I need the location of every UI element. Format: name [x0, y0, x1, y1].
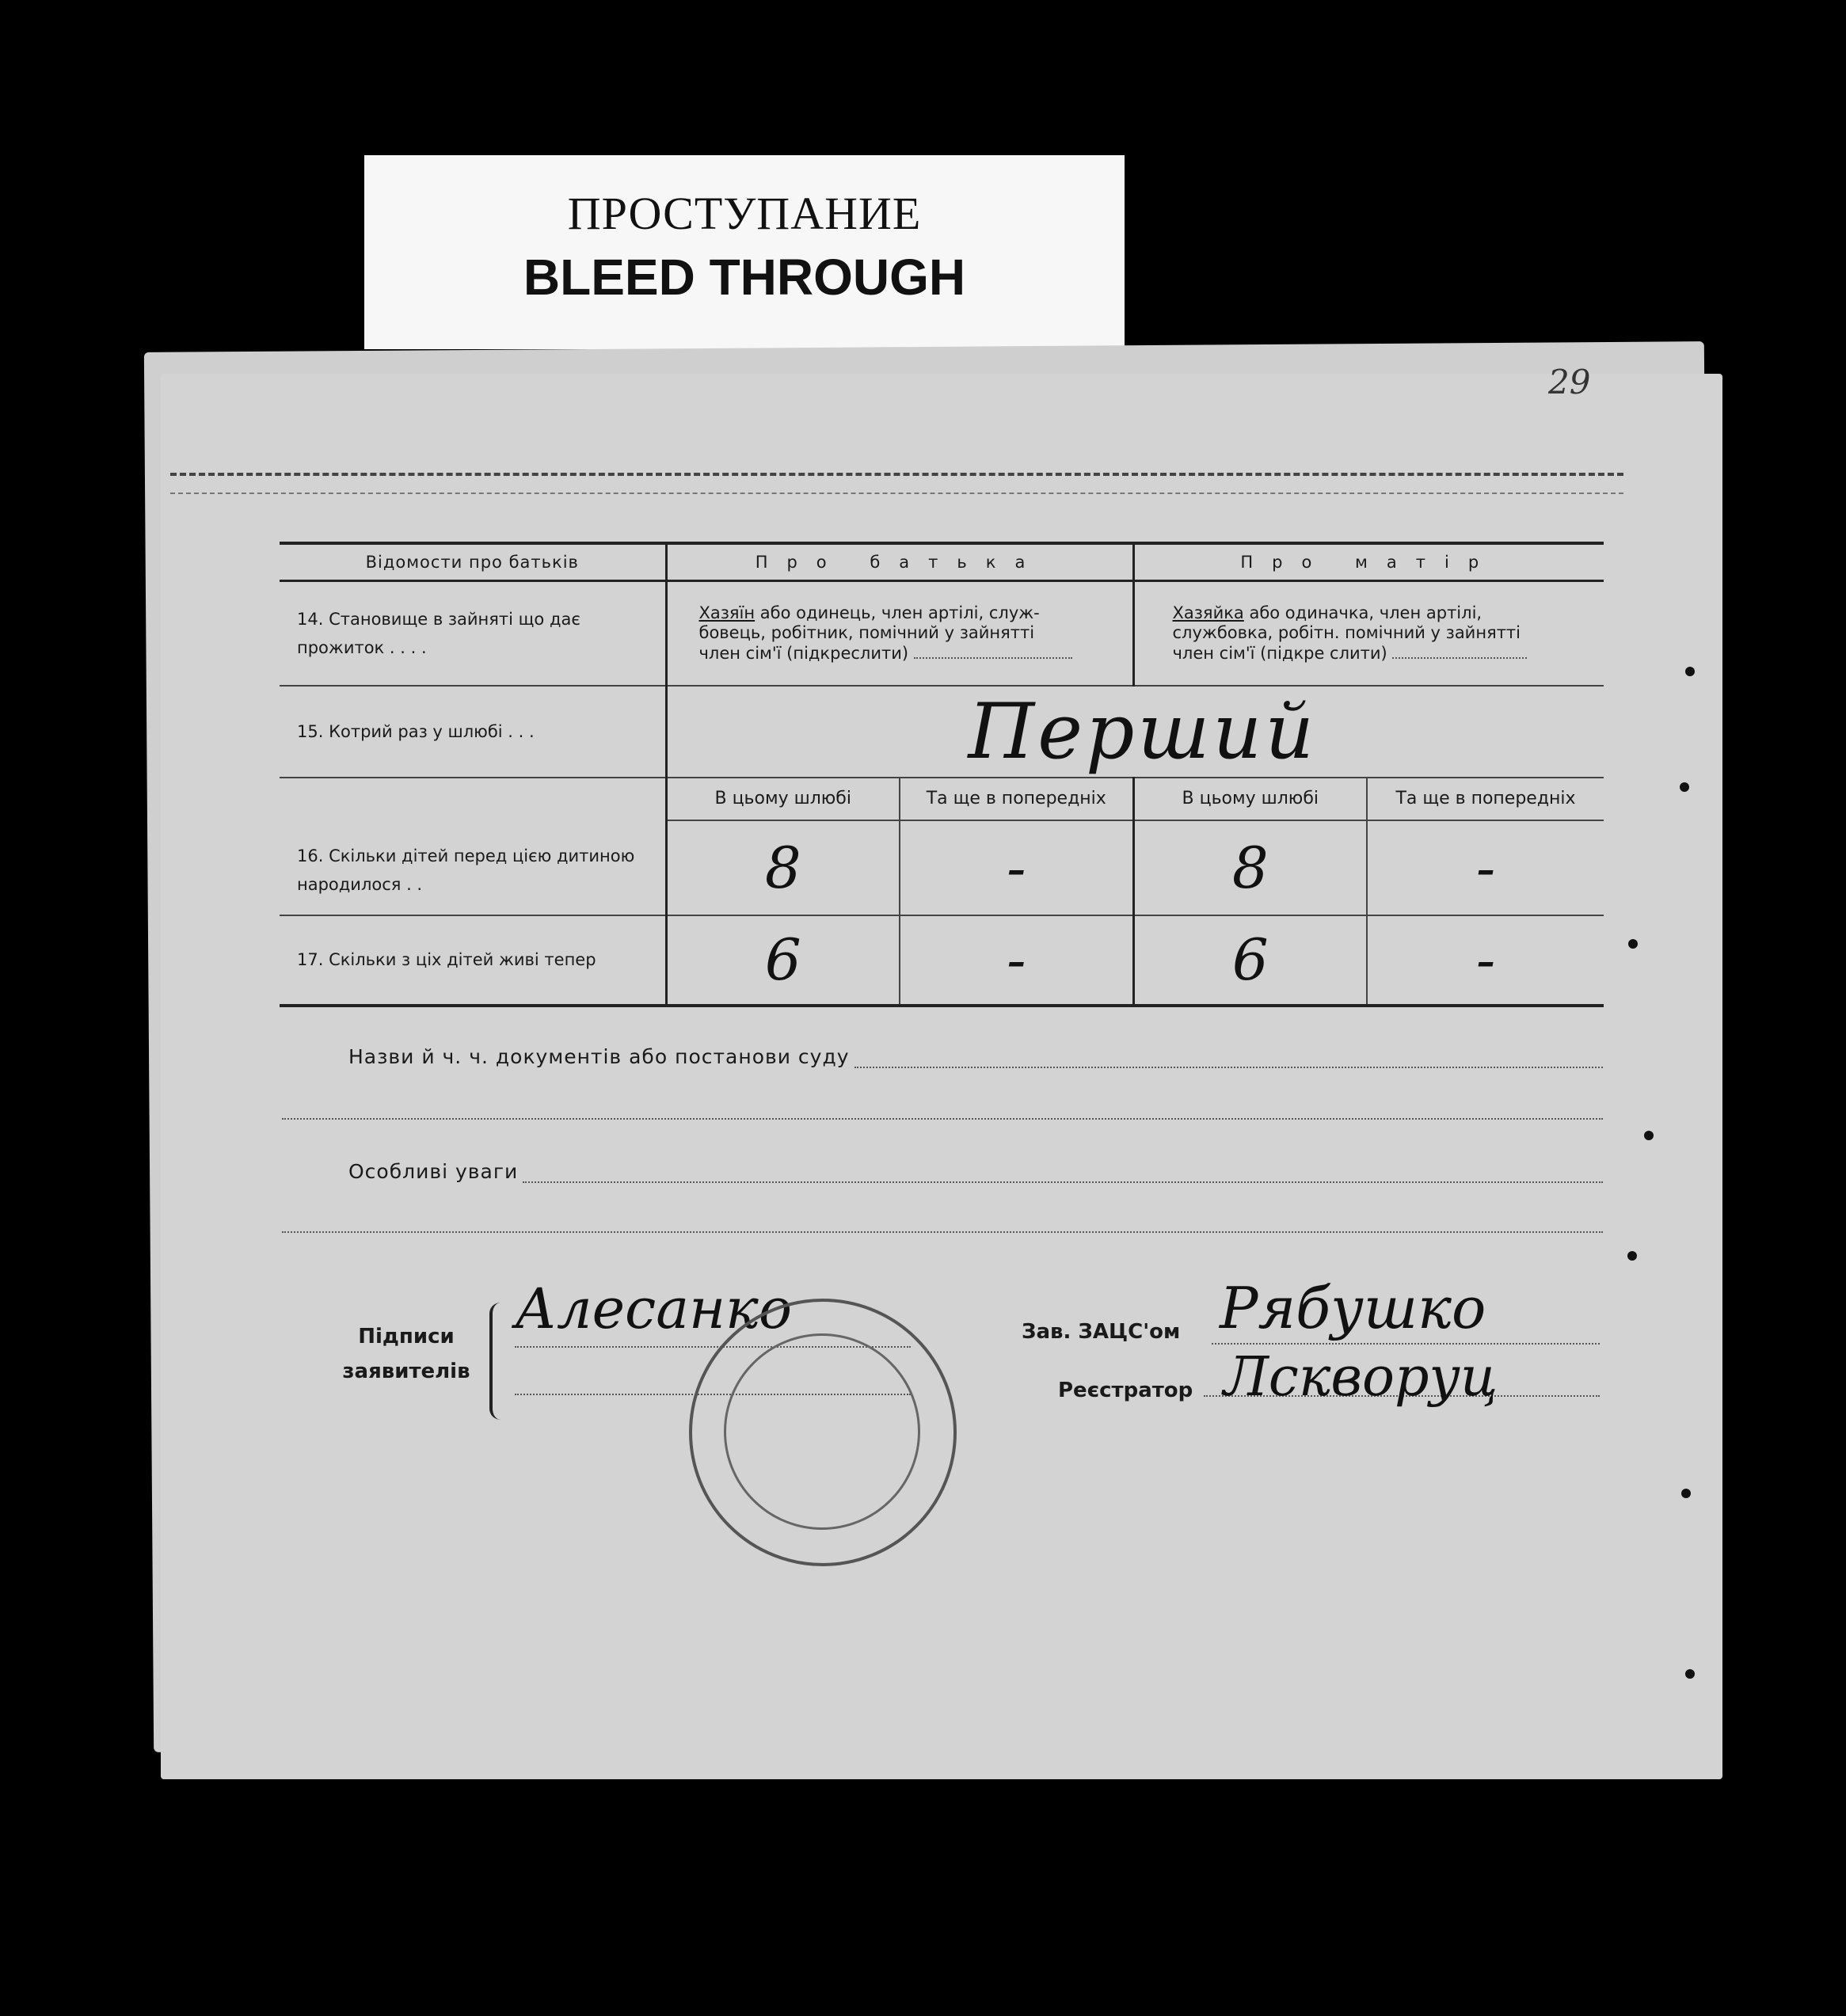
mother-fill-line — [1392, 643, 1527, 659]
row15-label: 15. Котрий раз у шлюбі . . . — [297, 721, 535, 741]
father-opt-line2: бовець, робітник, помічний у зайнятті — [698, 622, 1035, 642]
official-stamp — [689, 1299, 957, 1566]
mother-opt-line3: член сім'ї (підкре слити) — [1172, 643, 1387, 663]
row17-father-this: 6 — [666, 915, 900, 1006]
father-opt-line3: член сім'ї (підкреслити) — [698, 643, 909, 663]
row17-mother-this: 6 — [1133, 915, 1367, 1006]
perforation-line — [170, 473, 1623, 476]
header-father: Про батька — [666, 543, 1133, 581]
page-number: 29 — [1548, 363, 1591, 401]
table-row-17 — [280, 915, 1604, 1006]
row16-mother-this: 8 — [1133, 820, 1367, 915]
sub-mother-prev: Та ще в попередніх — [1367, 778, 1604, 820]
binding-hole — [1644, 1131, 1654, 1140]
sub-father-this: В цьому шлюбі — [666, 778, 900, 820]
documents-field — [348, 1045, 1603, 1068]
father-fill-line — [914, 643, 1072, 659]
perforation-line-secondary — [170, 493, 1623, 494]
sub-mother-this: В цьому шлюбі — [1133, 778, 1367, 820]
binding-hole — [1680, 782, 1689, 792]
table-row-15 — [280, 686, 1604, 778]
binding-hole — [1628, 939, 1638, 949]
row16-label: 16. Скільки дітей перед цією дитиною народилося . . — [297, 846, 635, 894]
row16-mother-prev: - — [1367, 820, 1604, 915]
binding-hole — [1685, 667, 1695, 676]
row16-father-prev: - — [900, 820, 1133, 915]
applicants-label — [331, 1319, 481, 1389]
remarks-fill-line — [523, 1166, 1603, 1183]
binding-hole — [1681, 1489, 1691, 1498]
head-label: Зав. ЗАЦС'ом — [1022, 1320, 1181, 1344]
mother-opt-line2: службовка, робітн. помічний у зайнятті — [1172, 622, 1521, 642]
remarks-fill-line-2 — [282, 1231, 1603, 1233]
row15-value: Перший — [666, 686, 1604, 778]
row16-father-this: 8 — [666, 820, 900, 915]
applicants-label-line1: Підписи — [358, 1325, 455, 1348]
bleed-through-slip — [364, 155, 1125, 349]
row17-father-prev: - — [900, 915, 1133, 1006]
slip-text-ru: ПРОСТУПАНИЕ — [567, 188, 922, 239]
applicants-brace — [489, 1303, 513, 1420]
sub-father-prev: Та ще в попередніх — [900, 778, 1133, 820]
row14-father-options — [666, 581, 1133, 686]
remarks-label: Особливі уваги — [348, 1160, 519, 1183]
row14-mother-options — [1133, 581, 1604, 686]
registrar-signature: Лскворуц — [1224, 1346, 1498, 1409]
remarks-field — [348, 1160, 1603, 1183]
parents-info-table — [280, 542, 1604, 1007]
row17-mother-prev: - — [1367, 915, 1604, 1006]
binding-hole — [1685, 1669, 1695, 1679]
table-header-row — [280, 543, 1604, 581]
head-sign-line — [1212, 1343, 1600, 1345]
table-row-14 — [280, 581, 1604, 686]
documents-fill-line — [854, 1051, 1603, 1068]
mother-opt-underlined: Хазяйка — [1172, 603, 1244, 622]
header-info: Відомости про батьків — [280, 543, 666, 581]
row14-label: 14. Становище в зайняті що дає прожиток . . . . — [297, 609, 580, 657]
head-signature: Рябушко — [1220, 1275, 1486, 1341]
header-mother: Про матір — [1133, 543, 1604, 581]
applicants-label-line2: заявителів — [342, 1360, 470, 1383]
registrar-label: Реєстратор — [1058, 1379, 1193, 1402]
table-subheader-row — [280, 778, 1604, 820]
father-opt-underlined: Хазяїн — [698, 603, 756, 622]
row17-label: 17. Скільки з ціх дітей живі тепер — [297, 950, 596, 969]
binding-hole — [1627, 1251, 1637, 1261]
slip-text-en: BLEED THROUGH — [523, 249, 966, 306]
father-opt-rest: або одинець, член артілі, служ- — [755, 603, 1040, 622]
mother-opt-rest: або одиначка, член артілі, — [1243, 603, 1483, 622]
documents-fill-line-2 — [282, 1118, 1603, 1120]
documents-label: Назви й ч. ч. документів або постанови суду — [348, 1045, 850, 1068]
applicant-signature: Алесанко — [515, 1276, 792, 1341]
